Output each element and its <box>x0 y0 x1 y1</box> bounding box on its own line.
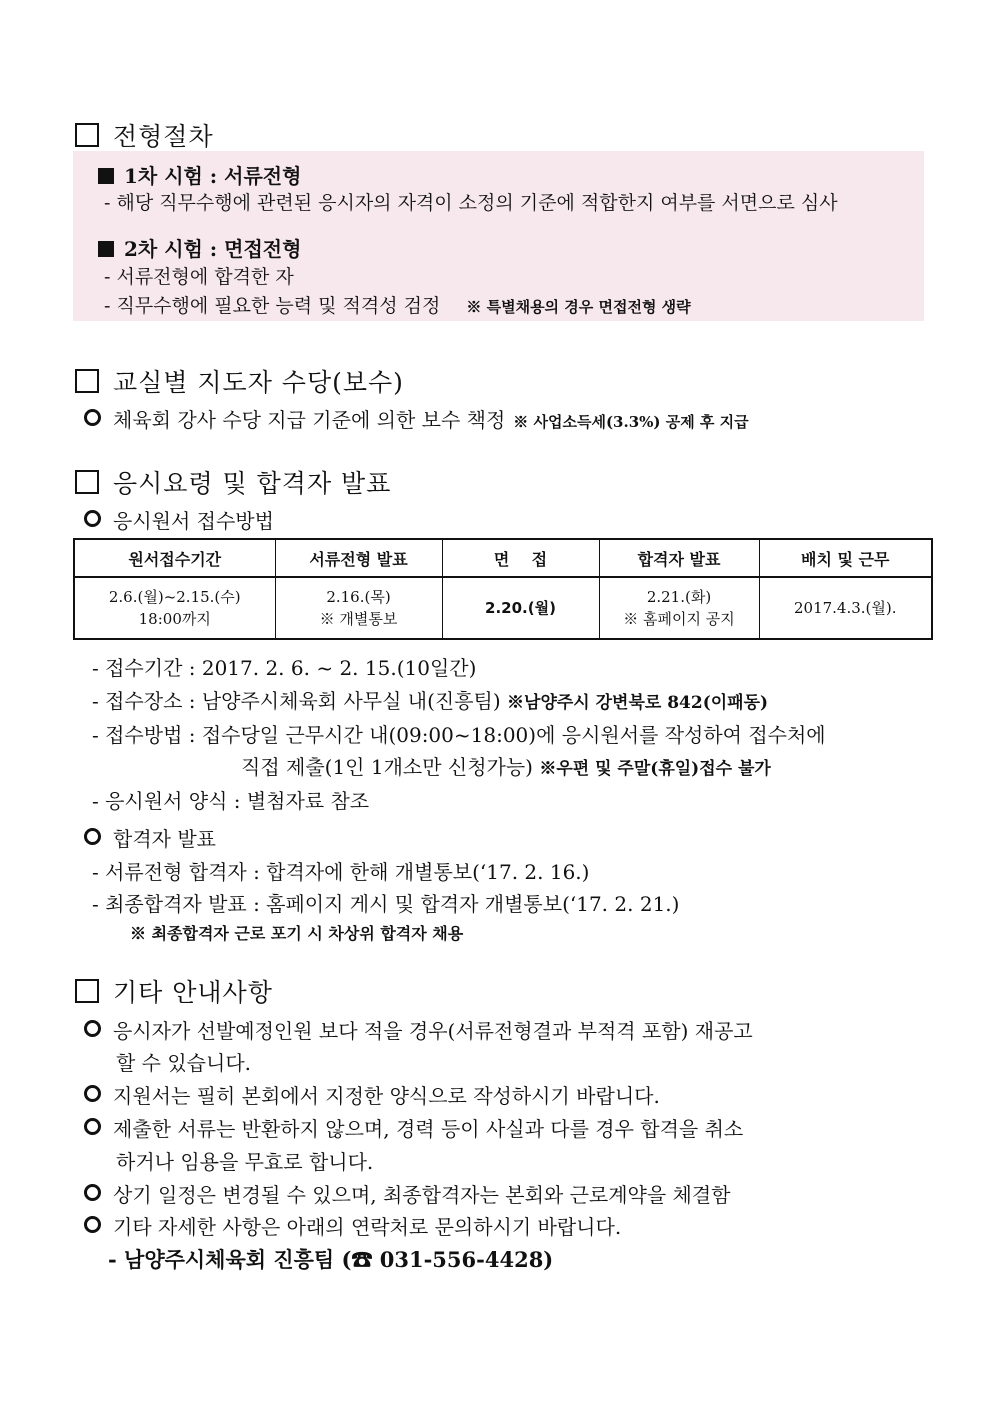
header-interview: 면 접 <box>442 539 599 577</box>
stage2-item: - 서류전형에 합격한 자 <box>104 266 294 288</box>
filled-square-icon <box>98 168 114 184</box>
application-period: - 접수기간 : 2017. 2. 6. ~ 2. 15.(10일간) <box>92 656 477 680</box>
hollow-circle-bullet-icon <box>84 1184 101 1201</box>
application-place: - 접수장소 : 남양주시체육회 사무실 내(진흥팀) ※남양주시 강변북로 842(이패동) <box>92 689 769 713</box>
schedule-data-row <box>74 577 932 639</box>
checkbox-square-icon <box>75 979 99 1003</box>
cell-document-result: 2.16.(목) ※ 개별통보 <box>275 577 442 639</box>
schedule-table <box>73 538 933 640</box>
stage2-note: ※ 특별채용의 경우 면접전형 생략 <box>466 298 691 316</box>
stage2-item: - 직무수행에 필요한 능력 및 적격성 검정 ※ 특별채용의 경우 면접전형 생략 <box>104 295 691 317</box>
header-application-period: 원서접수기간 <box>74 539 275 577</box>
allowance-item: 체육회 강사 수당 지급 기준에 의한 보수 책정 ※ 사업소득세(3.3%) 공제 후 지급 <box>84 404 749 433</box>
hollow-circle-bullet-icon <box>84 1085 101 1102</box>
other-item: 응시자가 선발예정인원 보다 적을 경우(서류전형결과 부적격 포함) 재공고 <box>84 1015 753 1044</box>
schedule-header-row <box>74 539 932 577</box>
announce-label: 합격자 발표 <box>84 823 216 852</box>
filled-square-icon <box>98 241 114 257</box>
other-item-cont: 할 수 있습니다. <box>116 1051 251 1075</box>
hollow-circle-bullet-icon <box>84 828 101 845</box>
section-heading-procedure: 전형절차 <box>75 117 214 153</box>
checkbox-square-icon <box>75 369 99 393</box>
stage2-title: 2차 시험 : 면접전형 <box>98 233 301 262</box>
other-item: 지원서는 필히 본회에서 지정한 양식으로 작성하시기 바랍니다. <box>84 1080 660 1109</box>
cell-final-result: 2.21.(화) ※ 홈페이지 공지 <box>599 577 759 639</box>
hollow-circle-bullet-icon <box>84 1020 101 1037</box>
cell-application-period: 2.6.(월)~2.15.(수) 18:00까지 <box>74 577 275 639</box>
header-document-result: 서류전형 발표 <box>275 539 442 577</box>
section-heading-other: 기타 안내사항 <box>75 973 273 1009</box>
section-heading-allowance: 교실별 지도자 수당(보수) <box>75 363 404 399</box>
checkbox-square-icon <box>75 123 99 147</box>
other-item: 제출한 서류는 반환하지 않으며, 경력 등이 사실과 다를 경우 합격을 취소 <box>84 1113 743 1142</box>
other-item: 상기 일정은 변경될 수 있으며, 최종합격자는 본회와 근로계약을 체결함 <box>84 1179 731 1208</box>
hollow-circle-bullet-icon <box>84 409 101 426</box>
stage1-title: 1차 시험 : 서류전형 <box>98 160 301 189</box>
place-note: ※남양주시 강변북로 842(이패동) <box>507 693 769 713</box>
application-method-line2: 직접 제출(1인 1개소만 신청가능) ※우편 및 주말(휴일)접수 불가 <box>241 755 771 779</box>
section-heading-application: 응시요령 및 합격자 발표 <box>75 464 391 500</box>
announce-item: - 최종합격자 발표 : 홈페이지 게시 및 합격자 개별통보(‘17. 2. 21.) <box>92 892 680 916</box>
stage1-description: - 해당 직무수행에 관련된 응시자의 자격이 소정의 기준에 적합한지 여부를 서면으로 심사 <box>104 192 838 214</box>
application-method-label: 응시원서 접수방법 <box>84 505 274 534</box>
hollow-circle-bullet-icon <box>84 1118 101 1135</box>
application-form: - 응시원서 양식 : 별첨자료 참조 <box>92 789 370 813</box>
application-method-line1: - 접수방법 : 접수당일 근무시간 내(09:00~18:00)에 응시원서를 작성하여 접수처에 <box>92 723 826 747</box>
other-item-cont: 하거나 임용을 무효로 합니다. <box>116 1150 374 1174</box>
cell-placement: 2017.4.3.(월). <box>759 577 932 639</box>
other-item: 기타 자세한 사항은 아래의 연락처로 문의하시기 바랍니다. <box>84 1211 621 1240</box>
cell-interview: 2.20.(월) <box>442 577 599 639</box>
checkbox-square-icon <box>75 470 99 494</box>
header-placement: 배치 및 근무 <box>759 539 932 577</box>
hollow-circle-bullet-icon <box>84 510 101 527</box>
contact-line: - 남양주시체육회 진흥팀 (☎ 031-556-4428) <box>108 1247 554 1272</box>
allowance-note: ※ 사업소득세(3.3%) 공제 후 지급 <box>513 413 749 431</box>
method-note: ※우편 및 주말(휴일)접수 불가 <box>539 759 771 779</box>
hollow-circle-bullet-icon <box>84 1216 101 1233</box>
announce-note: ※ 최종합격자 근로 포기 시 차상위 합격자 채용 <box>130 924 464 943</box>
announce-item: - 서류전형 합격자 : 합격자에 한해 개별통보(‘17. 2. 16.) <box>92 860 590 884</box>
header-final-result: 합격자 발표 <box>599 539 759 577</box>
